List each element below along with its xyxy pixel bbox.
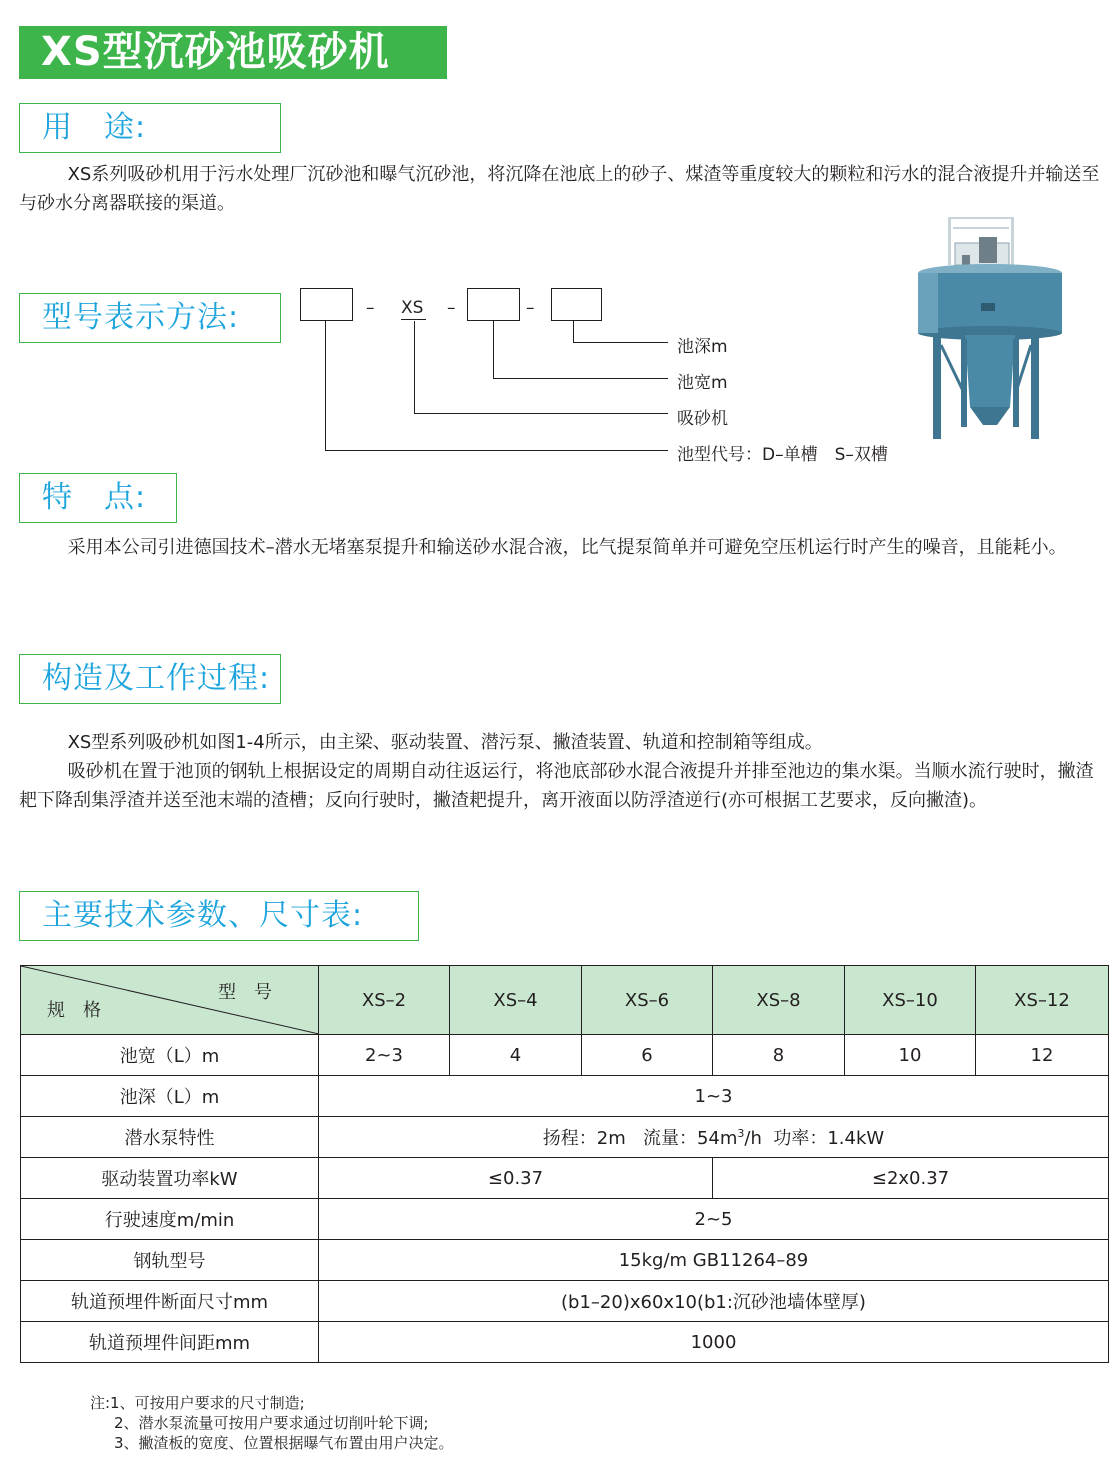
row-label: 池深（L）m [21,1076,319,1117]
section-heading-params-text: 主要技术参数、尺寸表: [42,898,364,933]
row-label: 行驶速度m/min [21,1199,319,1240]
model-dash-2: – [447,298,456,318]
table-corner-cell [21,966,319,1035]
pump-power: 功率：1.4kW [773,1128,885,1149]
cell-value: 1~3 [319,1076,1109,1117]
table-row [21,1240,1109,1281]
row-label: 钢轨型号 [21,1240,319,1281]
cell-value: ≤2x0.37 [713,1158,1109,1199]
row-label: 池宽（L）m [21,1035,319,1076]
model-label-depth: 池深m [677,337,728,357]
section-heading-usage-text: 用 途: [42,110,147,145]
table-row [21,1035,1109,1076]
table-row [21,1076,1109,1117]
pump-flow-prefix: 流量：54m [642,1128,738,1149]
table-row [21,1322,1109,1363]
section-heading-params [19,891,419,941]
note-item: 3、撇渣板的宽度、位置根据曝气布置由用户决定。 [114,1434,454,1452]
notes [90,1393,454,1453]
model-header: XS–10 [845,966,976,1035]
page-title: XS型沉砂池吸砂机 [19,26,447,79]
section-heading-model [19,293,281,343]
section-heading-structure [19,654,281,704]
section-heading-model-text: 型号表示方法: [42,300,240,335]
pump-flow-sup: 3 [737,1127,745,1140]
cell-value: 8 [713,1035,845,1076]
model-header: XS–6 [582,966,713,1035]
model-box-type [300,288,353,321]
row-label: 轨道预埋件断面尺寸mm [21,1281,319,1322]
note-item: 2、潜水泵流量可按用户要求通过切削叶轮下调; [114,1414,429,1432]
model-header: XS–8 [713,966,845,1035]
cell-value: (b1–20)x60x10(b1:沉砂池墙体壁厚) [319,1281,1109,1322]
table-header-row [21,966,1109,1035]
section-heading-features-text: 特 点: [42,480,147,515]
features-paragraph: 采用本公司引进德国技术–潜水无堵塞泵提升和输送砂水混合液，比气提泵简单并可避免空压机运行时产生的噪音，且能耗小。 [67,537,1067,558]
usage-paragraph: XS系列吸砂机用于污水处理厂沉砂池和曝气沉砂池，将沉降在池底上的砂子、煤渣等重度较大的颗粒和污水的混合液提升并输送至与砂水分离器联接的渠道。 [19,164,1100,214]
row-label: 轨道预埋件间距mm [21,1322,319,1363]
model-dash-1: – [366,298,375,318]
model-header: XS–4 [450,966,582,1035]
model-xs-code: XS [401,298,424,318]
table-row [21,1117,1109,1158]
cell-value: 2~5 [319,1199,1109,1240]
note-item: 注:1、可按用户要求的尺寸制造; [90,1394,305,1412]
model-label-width: 池宽m [677,373,728,393]
row-label: 潜水泵特性 [21,1117,319,1158]
model-box-width [467,288,520,321]
section-heading-usage [19,103,281,153]
cell-value: 15kg/m GB11264–89 [319,1240,1109,1281]
row-label: 驱动装置功率kW [21,1158,319,1199]
model-label-type: 池型代号：D–单槽 S–双槽 [677,445,888,465]
cell-value: ≤0.37 [319,1158,713,1199]
cell-value: 12 [976,1035,1109,1076]
section-heading-structure-text: 构造及工作过程: [42,661,271,696]
model-header: XS–12 [976,966,1109,1035]
table-row [21,1158,1109,1199]
cell-value: 4 [450,1035,582,1076]
model-box-depth [551,288,602,321]
cell-value: 1000 [319,1322,1109,1363]
model-label-machine: 吸砂机 [677,409,728,429]
pump-head: 扬程：2m [542,1128,626,1149]
corner-spec-label: 规格 [47,1000,119,1021]
cell-value: 10 [845,1035,976,1076]
sand-suction-machine-illustration [915,215,1065,443]
section-heading-features [19,473,177,523]
corner-model-label: 型号 [218,982,290,1003]
model-header: XS–2 [319,966,450,1035]
spec-table [20,965,1109,1363]
structure-paragraph: XS型系列吸砂机如图1-4所示，由主梁、驱动装置、潜污泵、撇渣装置、轨道和控制箱等组成。 吸砂机在置于池顶的钢轨上根据设定的周期自动往返运行，将池底部砂水混合液提升并排至池边的集水渠。当顺水流行驶时，撇渣耙下降刮集浮渣并送至池末端的渣槽；反向行驶时，撇渣耙提升，离开液面以防浮渣逆行(亦可根据工艺要求，反向撇渣)。 [19,732,1094,811]
pump-flow-suffix: /h [744,1128,762,1149]
cell-value: 2~3 [319,1035,450,1076]
table-row [21,1199,1109,1240]
table-row [21,1281,1109,1322]
cell-value-pump [319,1117,1109,1158]
cell-value: 6 [582,1035,713,1076]
model-dash-3: – [526,298,535,318]
